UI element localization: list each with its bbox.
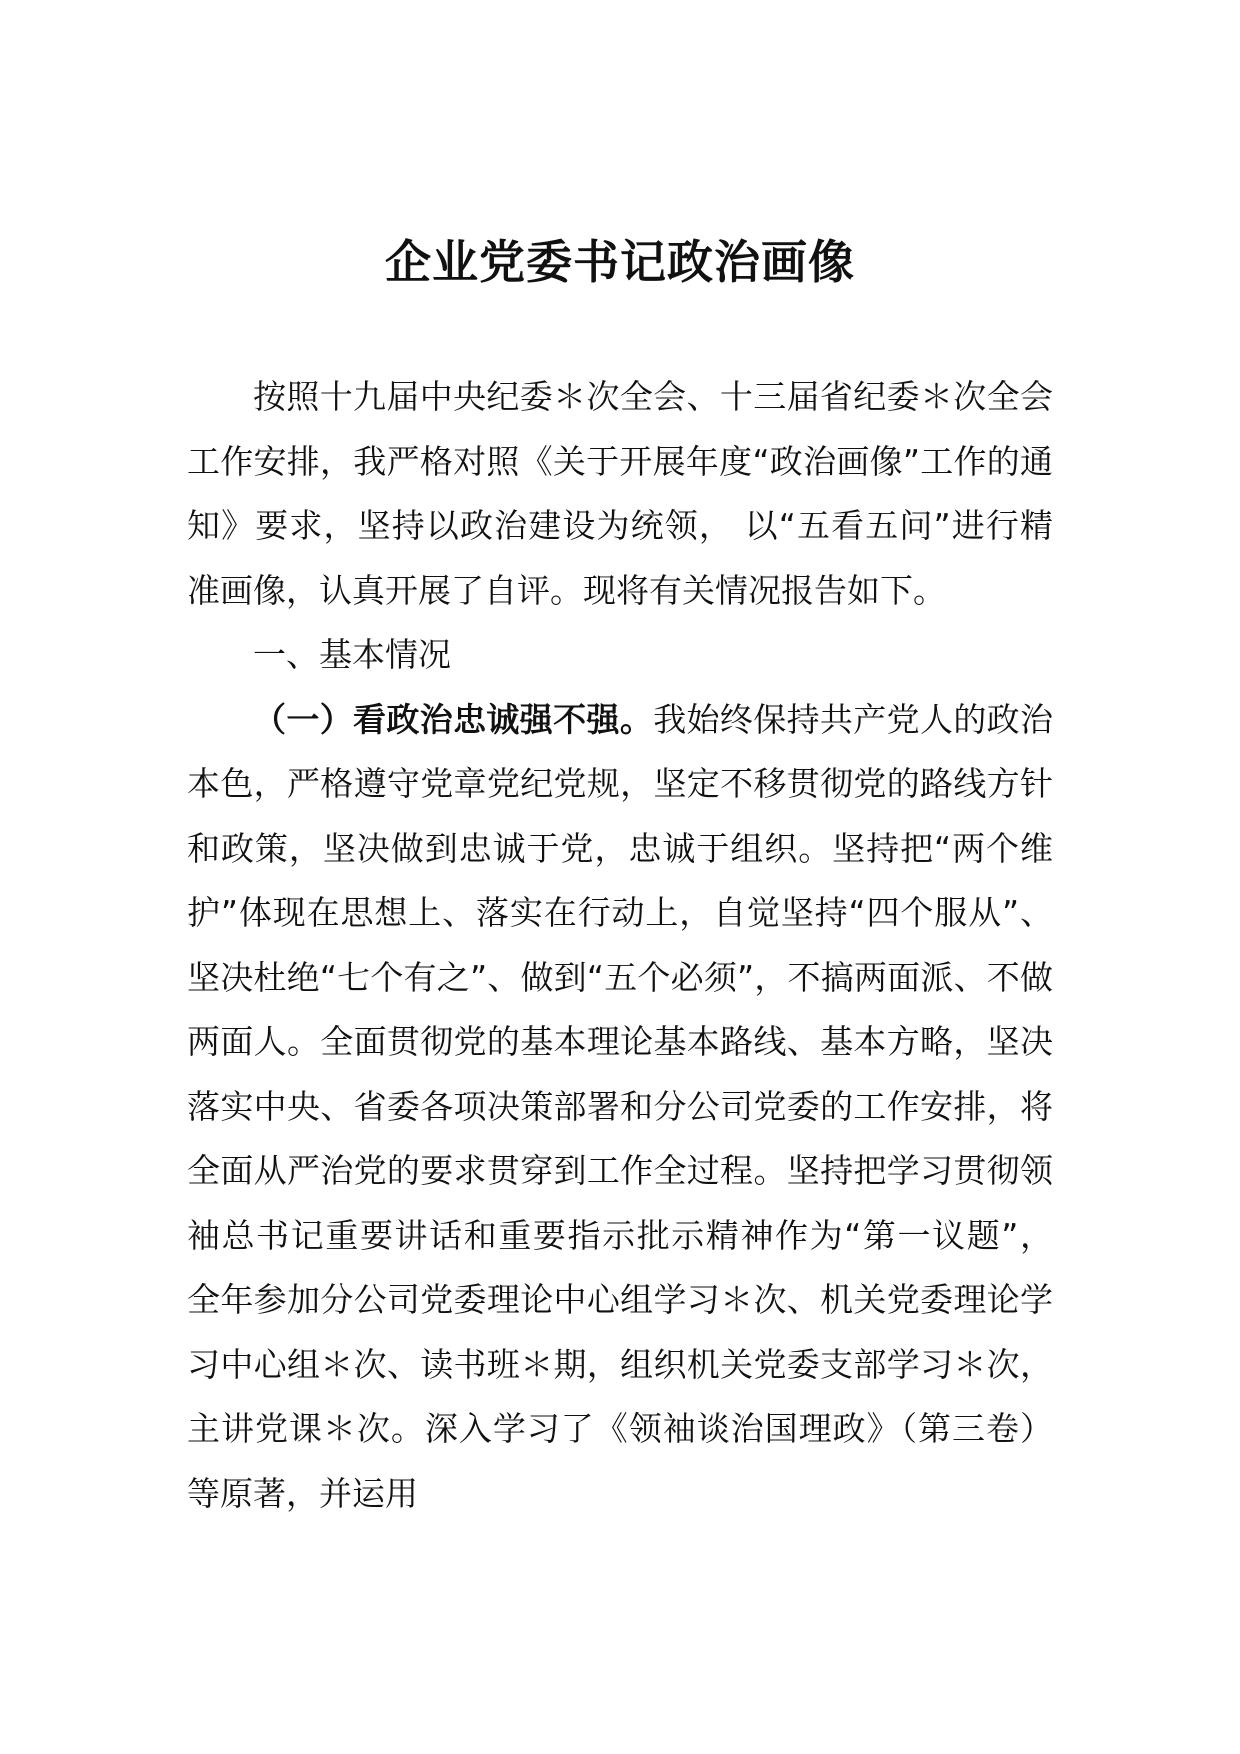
section-heading: 一、基本情况	[253, 635, 451, 674]
subsection-paragraph	[187, 688, 1053, 1527]
subsection-lead: （一）看政治忠诚强不强。	[253, 699, 654, 739]
intro-paragraph: 按照十九届中央纪委＊次全会、十三届省纪委＊次全会工作安排，我严格对照《关于开展年度“政治画像”工作的通知》要求，坚持以政治建设为统领， 以“五看五问”进行精准画像，认真开展了自评。现将有关情况报告如下。	[187, 377, 1053, 610]
document-title: 企业党委书记政治画像	[385, 235, 855, 289]
subsection-text: 我始终保持共产党人的政治本色，严格遵守党章党纪党规，坚定不移贯彻党的路线方针和政策，坚决做到忠诚于党，忠诚于组织。坚持把“两个维护”体现在思想上、落实在行动上，自觉坚持“四个服从”、坚决杜绝“七个有之”、做到“五个必须”，不搞两面派、不做两面人。全面贯彻党的基本理论基本路线、基本方略，坚决落实中央、省委各项决策部署和分公司党委的工作安排，将全面从严治党的要求贯穿到工作全过程。坚持把学习贯彻领袖总书记重要讲话和重要指示批示精神作为“第一议题”， 全年参加分公司党委理论中心组学习＊次、机关党委理论学习中心组＊次、读书班＊期，组织机关党委支部学习＊次，主讲党课＊次。深入学习了《领袖谈治国理政》（第三卷）等原著，并运用	[187, 699, 1054, 1513]
document-body	[187, 365, 1053, 1526]
